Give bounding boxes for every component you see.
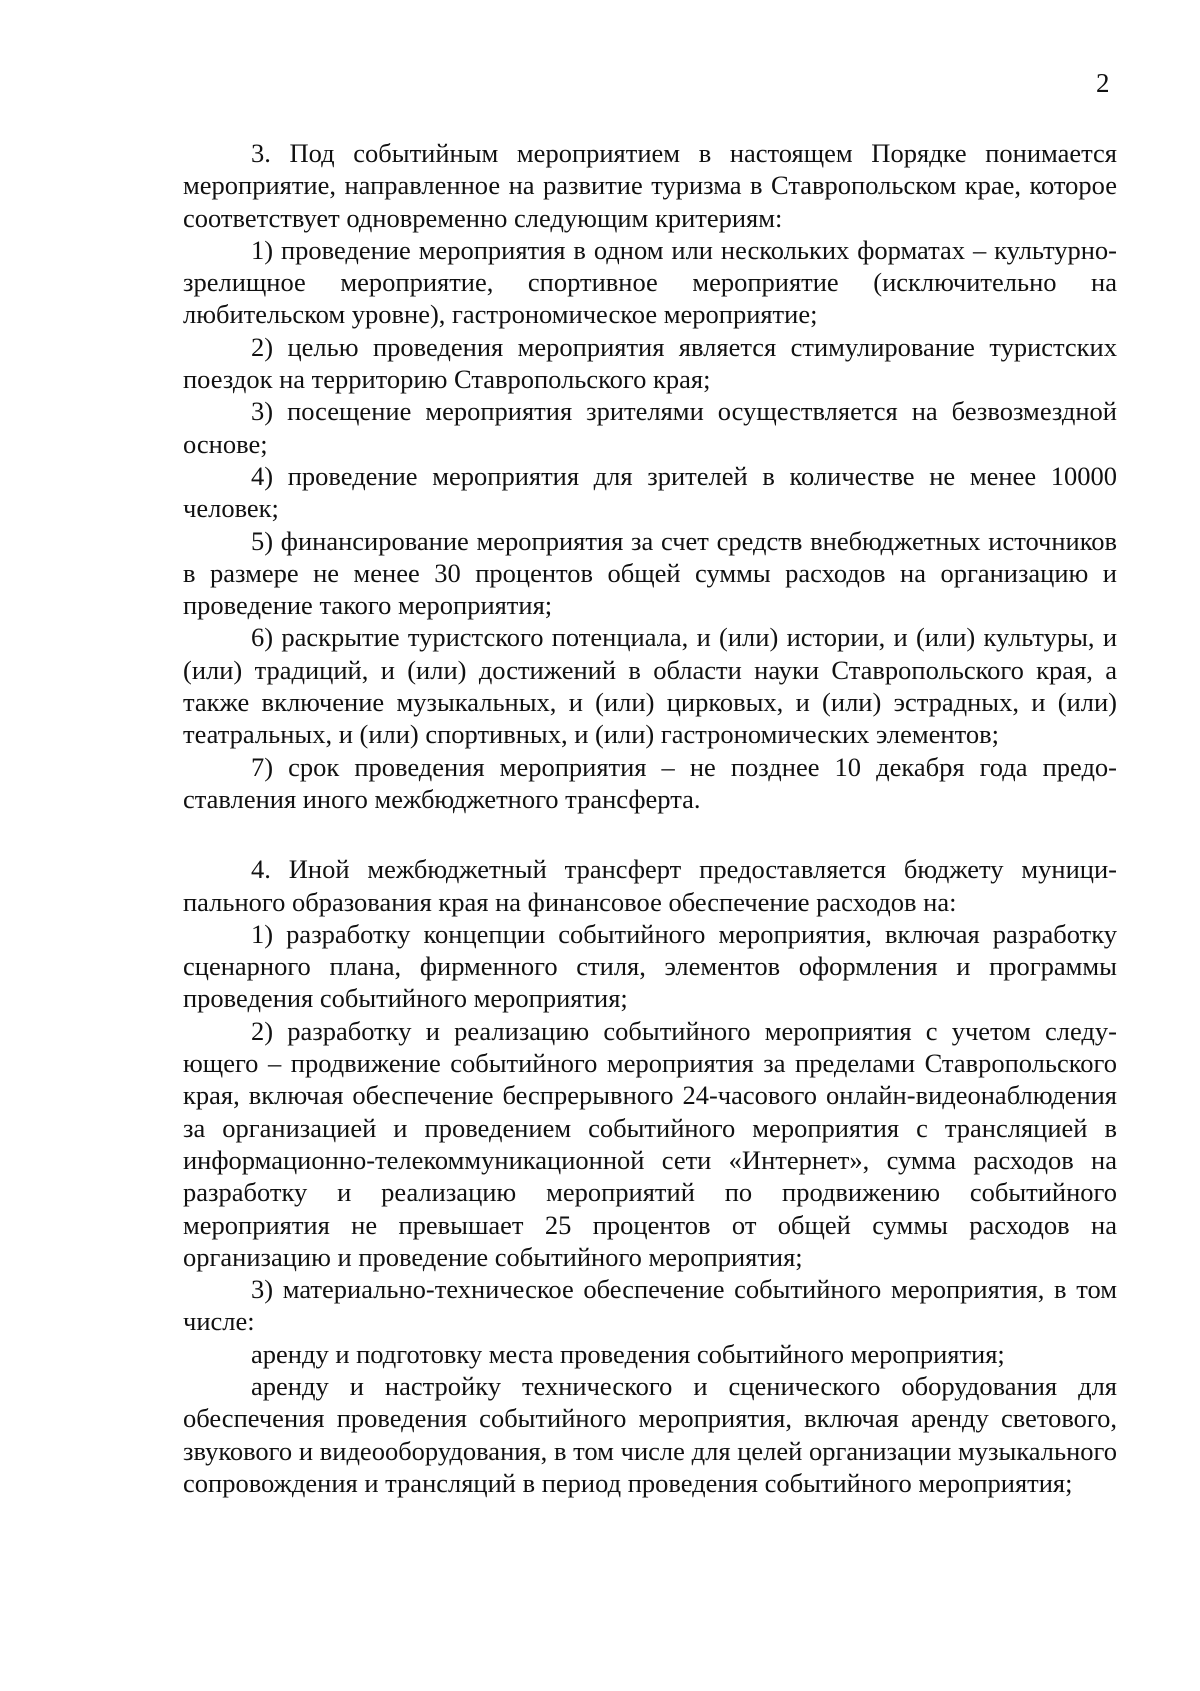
criterion-2: 2) целью проведения мероприятия является стимулирование туристских поездок на территорию Ставропольского края;	[183, 331, 1117, 395]
expense-1: 1) разработку концепции событийного мероприятия, включая разработку сценарного плана, фирменного стиля, элементов оформления и программы проведения событийного мероприятия;	[183, 918, 1117, 1014]
criterion-6: 6) раскрытие туристского потенциала, и (или) истории, и (или) культуры, и (или) традиций, и (или) достижений в области науки Ставропольского края, а также включение музыкальных, и (или) цирковых, и (или) эстрадных, и (или) театральных, и (или) спортивных, и (или) гастрономических элементов;	[183, 622, 1117, 750]
paragraph-item-4: 4. Иной межбюджетный трансферт предоставляется бюджету муниципального образования края на финансовое обеспечение расходов на:	[183, 854, 1117, 917]
page-number: 2	[1096, 68, 1110, 98]
expense-3-subitem-equipment: аренду и настройку технического и сценического оборудования для обеспечения проведения событийного мероприятия, включая аренду светового, звукового и видеооборудования, в том числе для целей организации музыкального сопровождения и трансляций в период проведения событийного мероприятия;	[183, 1370, 1117, 1498]
expense-3-subitem-venue: аренду и подготовку места проведения событийного мероприятия;	[251, 1338, 1005, 1369]
expense-2: 2) разработку и реализацию событийного мероприятия с учетом следующего – продвижение событийного мероприятия за пределами Ставропольского края, включая обеспечение беспрерывного 24-часового онлайн-видеонаблюдения за организацией и проведением событийного мероприятия с трансляцией в информационно-телекоммуникационной сети «Интернет», сумма расходов на разработку и реализацию мероприятий по продвижению событийного мероприятия не превышает 25 процентов от общей суммы расходов на организацию и проведение событийного мероприятия;	[183, 1015, 1117, 1272]
document-body	[183, 137, 1117, 1499]
criterion-1: 1) проведение мероприятия в одном или нескольких форматах – культурно-зрелищное мероприятие, спортивное мероприятие (исключительно на любительском уровне), гастрономическое мероприятие;	[183, 234, 1117, 330]
expense-3: 3) материально-техническое обеспечение событийного мероприятия, в том числе:	[183, 1274, 1117, 1337]
section-gap	[183, 815, 1117, 853]
criterion-7: 7) срок проведения мероприятия – не позднее 10 декабря года предоставления иного межбюджетного трансферта.	[183, 751, 1117, 814]
criterion-4: 4) проведение мероприятия для зрителей в количестве не менее 10000 человек;	[183, 460, 1117, 524]
criterion-5: 5) финансирование мероприятия за счет средств внебюджетных источников в размере не менее 30 процентов общей суммы расходов на организацию и проведение такого мероприятия;	[183, 525, 1117, 621]
paragraph-item-3: 3. Под событийным мероприятием в настоящем Порядке понимается мероприятие, направленное на развитие туризма в Ставропольском крае, которое соответствует одновременно следующим критериям:	[183, 138, 1117, 233]
criterion-3: 3) посещение мероприятия зрителями осуществляется на безвозмездной основе;	[183, 396, 1117, 459]
